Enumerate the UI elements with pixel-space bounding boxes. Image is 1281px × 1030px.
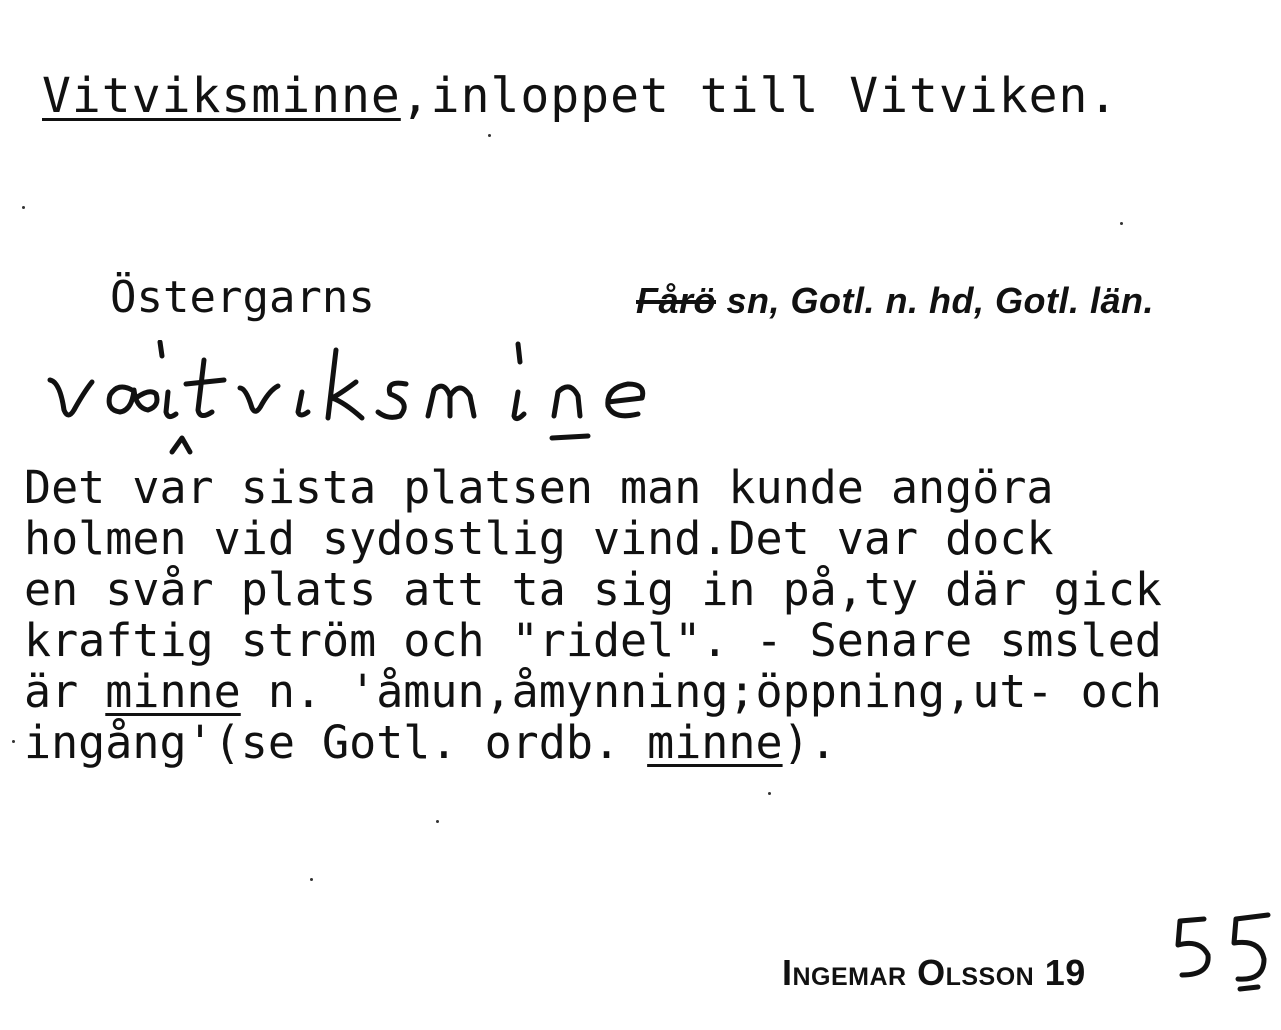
body-line-5-end: n. 'åmun,åmynning;öppning,ut- och xyxy=(240,665,1162,718)
paper-speck xyxy=(12,740,15,743)
card-body xyxy=(24,462,1162,768)
paper-speck xyxy=(22,206,25,209)
paper-speck xyxy=(310,878,313,881)
body-line-3: en svår plats att ta sig in på,ty där gick xyxy=(24,563,1162,616)
collector-signature: Ingemar Olsson 19 xyxy=(782,952,1086,993)
place-name: Vitviksminne xyxy=(42,68,401,124)
paper-speck xyxy=(488,134,491,137)
printed-location xyxy=(636,280,1154,322)
body-line-5-start: är xyxy=(24,665,106,718)
body-line-1: Det var sista platsen man kunde angöra xyxy=(24,461,1054,514)
body-line-5 xyxy=(24,665,1162,718)
body-line-6-start: ingång'(se Gotl. ordb. xyxy=(24,716,648,769)
printed-district: sn, Gotl. n. hd, Gotl. län. xyxy=(716,280,1154,321)
body-line-6-end: ). xyxy=(782,716,837,769)
handwritten-pronunciation xyxy=(40,340,780,460)
paper-speck xyxy=(1120,222,1123,225)
card-heading xyxy=(42,68,1118,124)
body-line-4: kraftig ström och "ridel". - Senare smsled xyxy=(24,614,1162,667)
handwritten-year xyxy=(1168,905,1278,995)
underlined-word: minne xyxy=(105,665,241,718)
parish-name: Östergarns xyxy=(110,272,375,323)
place-description: ,inloppet till Vitviken. xyxy=(400,68,1119,124)
body-line-6 xyxy=(24,716,837,769)
struck-parish: Fårö xyxy=(636,280,717,321)
paper-speck xyxy=(436,820,439,823)
paper-speck xyxy=(768,792,771,795)
underlined-reference: minne xyxy=(647,716,783,769)
body-line-2: holmen vid sydostlig vind.Det var dock xyxy=(24,512,1054,565)
